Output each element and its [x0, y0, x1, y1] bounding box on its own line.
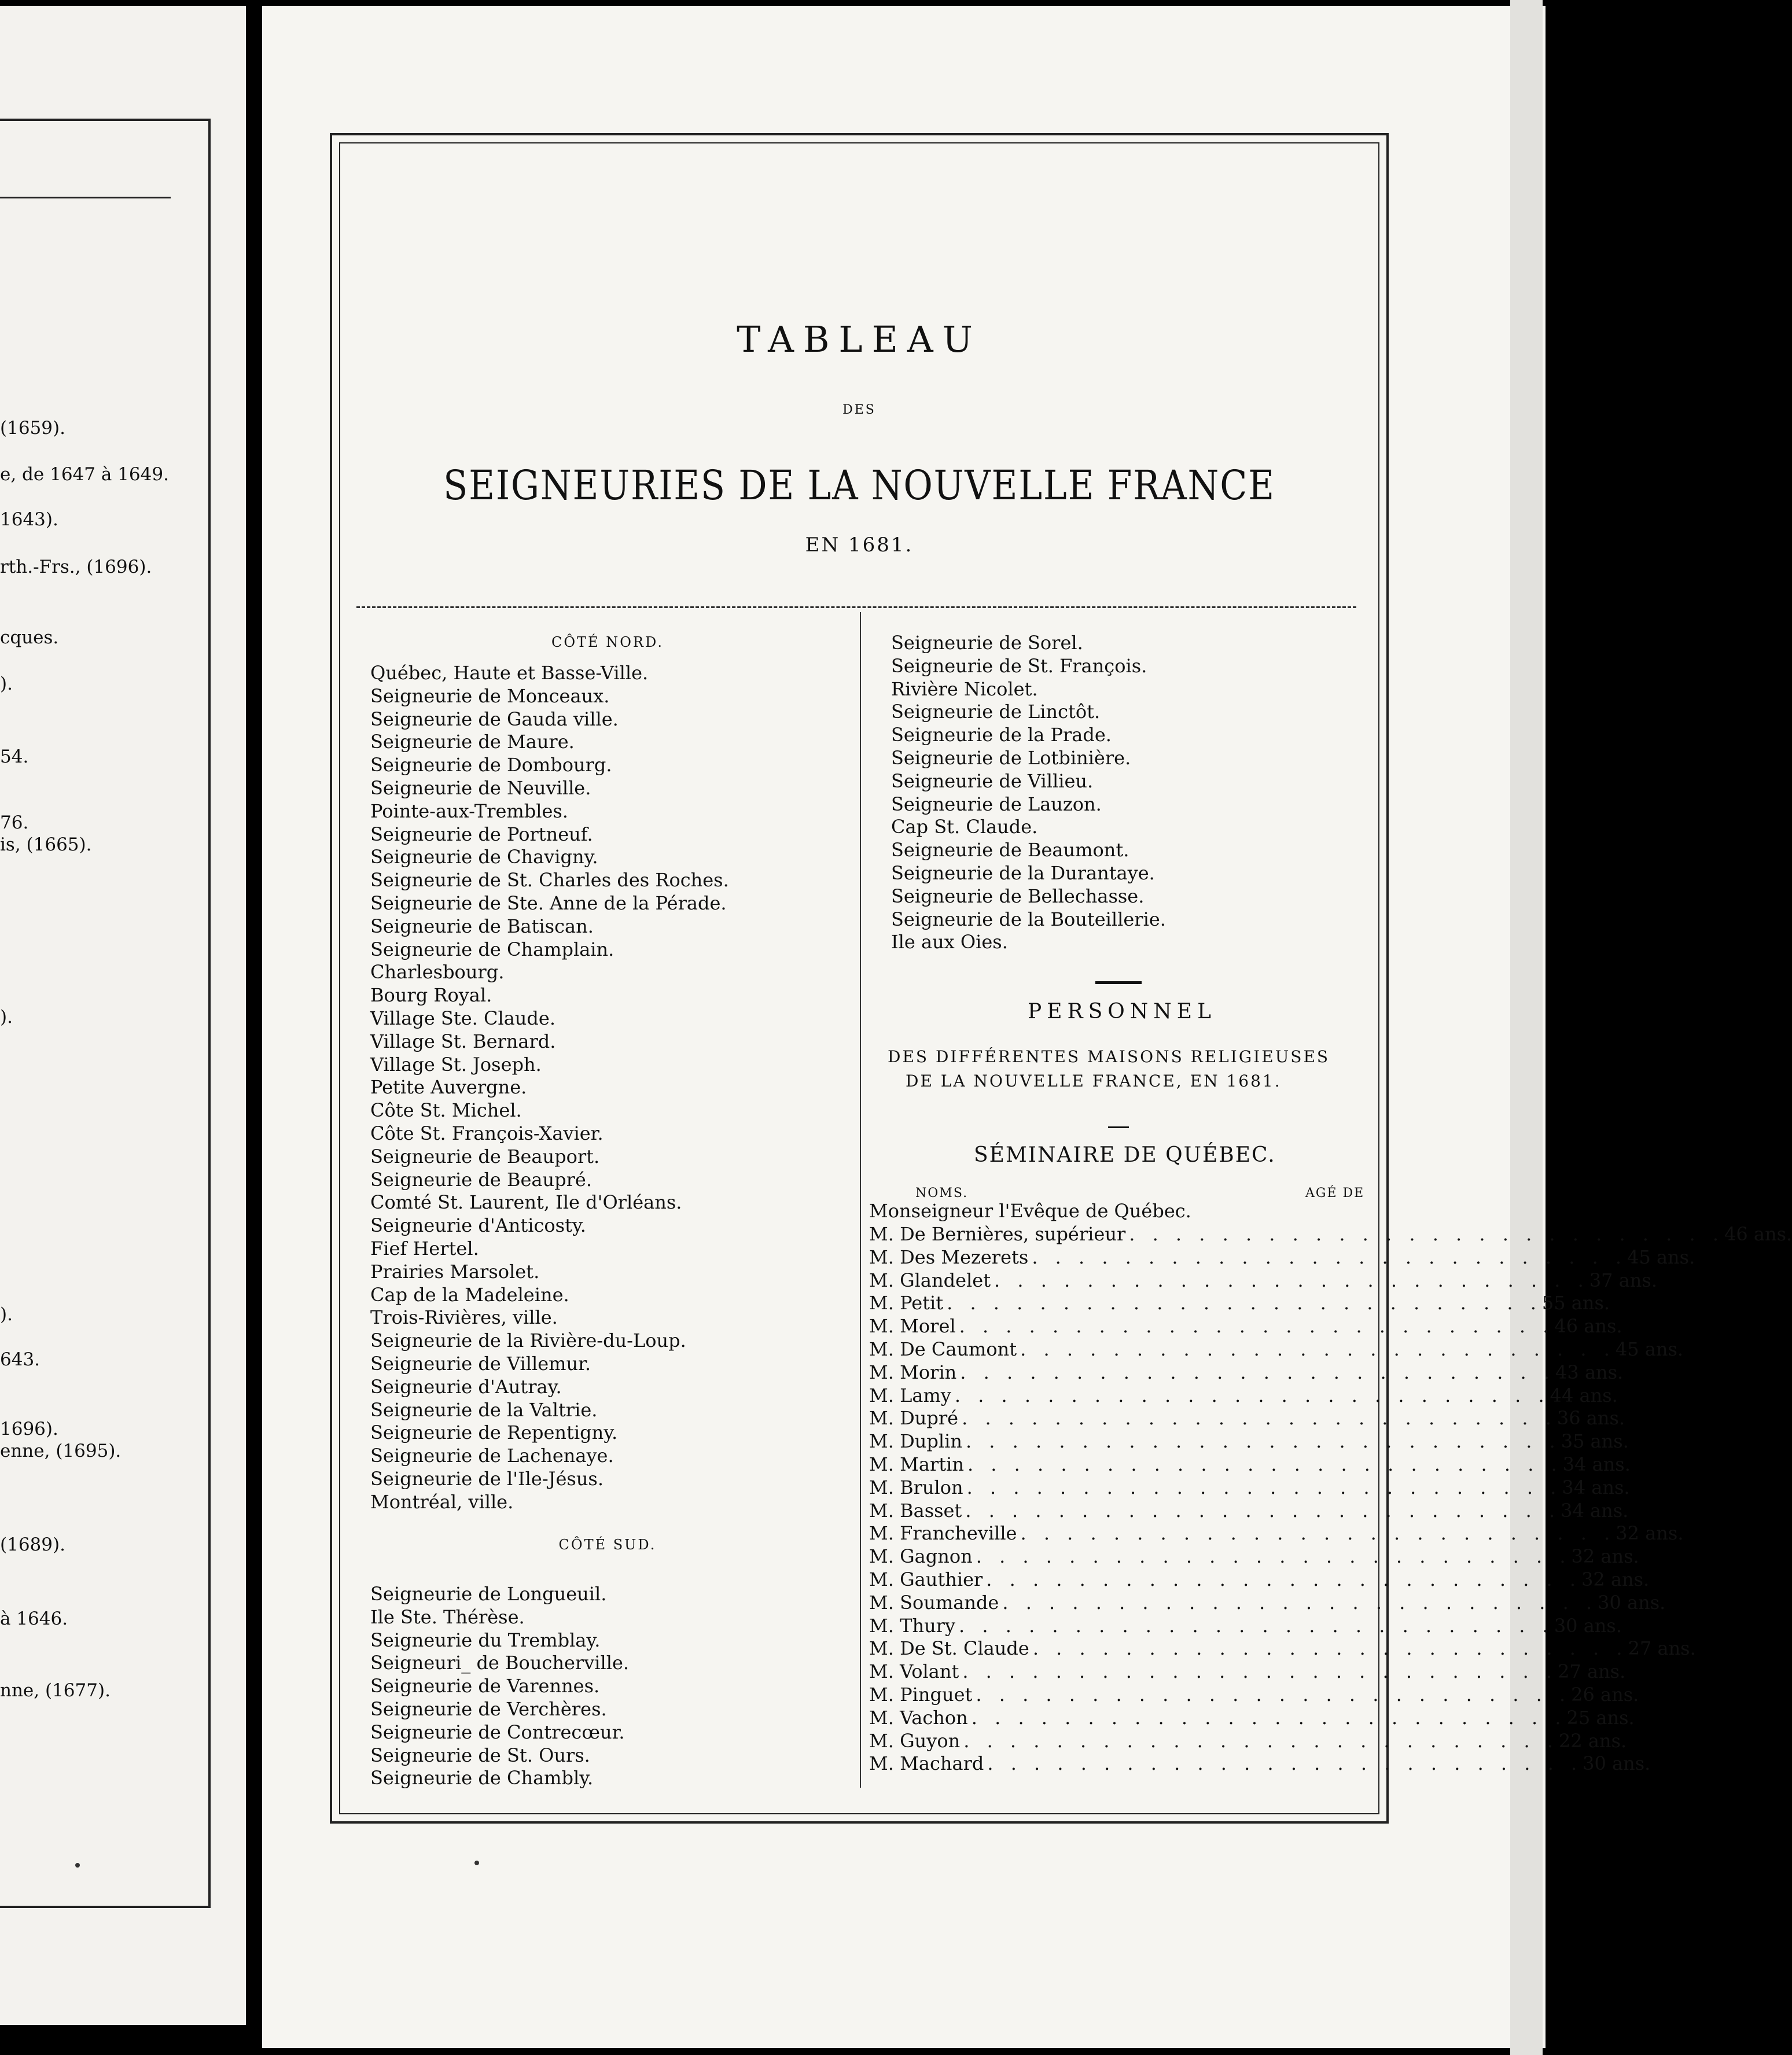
- member-age: 32 ans.: [1616, 1522, 1684, 1545]
- member-age: 45 ans.: [1615, 1338, 1684, 1360]
- title-des: DES: [842, 403, 876, 417]
- member-name: M. Morel: [869, 1315, 956, 1338]
- member-name: M. Lamy: [869, 1384, 951, 1406]
- list-item: Village Ste. Claude.: [370, 1007, 555, 1029]
- cote-sud-list: [370, 1583, 845, 1790]
- column-header-names: NOMS.: [915, 1186, 969, 1200]
- list-item: Seigneurie de Batiscan.: [370, 915, 594, 937]
- leader-dots: . . . . . . . . . . . . . . . . . . . . . . . . . .: [963, 1729, 1559, 1752]
- list-item: Québec, Haute et Basse-Ville.: [370, 662, 649, 684]
- list-item: Seigneurie de Villieu.: [891, 769, 1094, 792]
- left-page-fragment: 76.: [0, 812, 29, 833]
- list-item: Seigneurie de la Rivière-du-Loup.: [370, 1330, 686, 1352]
- left-page-fragment: e, de 1647 à 1649.: [0, 464, 169, 485]
- cote-nord-heading: CÔTÉ NORD.: [551, 634, 664, 650]
- member-age: 45 ans.: [1627, 1246, 1695, 1268]
- table-row: [869, 1476, 1630, 1500]
- member-name: M. Vachon: [869, 1706, 968, 1729]
- cote-nord-list: [370, 662, 845, 1513]
- member-age: 46 ans.: [1724, 1223, 1792, 1245]
- member-age: 55 ans.: [1541, 1292, 1610, 1314]
- table-row: [869, 1729, 1627, 1753]
- list-item: Seigneurie de Verchères.: [370, 1697, 607, 1720]
- list-item: Côte St. François-Xavier.: [370, 1122, 604, 1144]
- list-item: Cap St. Claude.: [891, 816, 1038, 838]
- member-age: 27 ans.: [1628, 1637, 1696, 1660]
- member-name: M. Morin: [869, 1361, 957, 1383]
- list-item: Seigneurie de Longueuil.: [370, 1583, 607, 1605]
- speck: [75, 1863, 80, 1868]
- list-item: Seigneurie de Beaumont.: [891, 839, 1129, 861]
- page-title: TABLEAU: [737, 318, 982, 360]
- member-name: M. Martin: [869, 1453, 964, 1475]
- leader-dots: . . . . . . . . . . . . . . . . . . . . . . . . . .: [1002, 1591, 1598, 1614]
- member-name: M. Glandelet: [869, 1269, 991, 1291]
- member-name: M. Pinguet: [869, 1684, 973, 1706]
- list-item: Seigneurie de Repentigny.: [370, 1421, 618, 1444]
- left-page-fragment: rth.-Frs., (1696).: [0, 557, 152, 577]
- table-row: [869, 1499, 1629, 1523]
- member-name: M. Francheville: [869, 1522, 1017, 1545]
- member-name: M. Thury: [869, 1614, 956, 1637]
- list-item: Fief Hertel.: [370, 1237, 479, 1259]
- table-row: [869, 1522, 1684, 1545]
- member-name: M. Gauthier: [869, 1568, 983, 1590]
- list-item: Seigneurie de St. Ours.: [370, 1744, 590, 1766]
- cote-sud-continued: [891, 632, 1366, 954]
- leader-dots: . . . . . . . . . . . . . . . . . . . . . . . . . .: [987, 1752, 1583, 1775]
- member-age: 22 ans.: [1559, 1729, 1627, 1752]
- leader-dots: . . . . . . . . . . . . . . . . . . . . . . . . . .: [965, 1430, 1561, 1453]
- table-row: [869, 1545, 1639, 1568]
- table-row: [869, 1430, 1629, 1453]
- left-page-fragment: nne, (1677).: [0, 1680, 111, 1701]
- list-item: Seigneurie de Chambly.: [370, 1767, 594, 1789]
- speck: [474, 1861, 479, 1865]
- member-name: M. Gagnon: [869, 1545, 973, 1568]
- personnel-title: PERSONNEL: [1028, 1000, 1216, 1023]
- list-item: Petite Auvergne.: [370, 1076, 527, 1099]
- list-item: Seigneurie de Beaupré.: [370, 1168, 592, 1191]
- table-row: [869, 1361, 1624, 1384]
- member-name: M. Soumande: [869, 1591, 999, 1614]
- leader-dots: . . . . . . . . . . . . . . . . . . . . . . . . . .: [966, 1476, 1562, 1498]
- list-item: Village St. Bernard.: [370, 1030, 556, 1052]
- left-page-fragment: 1696).: [0, 1419, 58, 1439]
- member-name: M. De St. Claude: [869, 1637, 1029, 1660]
- list-item: Seigneurie de Linctôt.: [891, 701, 1101, 723]
- list-item: Montréal, ville.: [370, 1490, 514, 1513]
- table-row: [869, 1223, 1792, 1246]
- list-item: Ile aux Oies.: [891, 931, 1008, 953]
- leader-dots: . . . . . . . . . . . . . . . . . . . . . . . . . .: [1020, 1522, 1616, 1545]
- cote-sud-heading: CÔTÉ SUD.: [558, 1537, 657, 1553]
- left-page-fragment: (1689).: [0, 1534, 65, 1555]
- table-row: [869, 1660, 1626, 1684]
- member-age: 34 ans.: [1561, 1499, 1629, 1522]
- member-age: 30 ans.: [1583, 1752, 1651, 1775]
- seminaire-heading: SÉMINAIRE DE QUÉBEC.: [974, 1143, 1276, 1167]
- member-name: M. De Bernières, supérieur: [869, 1223, 1126, 1245]
- list-item: Comté St. Laurent, Ile d'Orléans.: [370, 1191, 682, 1214]
- list-item: Prairies Marsolet.: [370, 1260, 540, 1283]
- left-page-fragment: cques.: [0, 627, 59, 648]
- member-age: 27 ans.: [1558, 1660, 1626, 1683]
- table-row: [869, 1246, 1695, 1269]
- leader-dots: . . . . . . . . . . . . . . . . . . . . . . . . . .: [967, 1453, 1563, 1475]
- member-age: 25 ans.: [1566, 1706, 1635, 1729]
- leader-dots: . . . . . . . . . . . . . . . . . . . . . . . . . .: [1020, 1338, 1616, 1360]
- left-page-fragment: enne, (1695).: [0, 1441, 122, 1461]
- leader-dots: . . . . . . . . . . . . . . . . . . . . . . . . . .: [1032, 1246, 1628, 1268]
- list-item: Seigneurie de Portneuf.: [370, 823, 593, 845]
- list-item: Seigneurie d'Autray.: [370, 1375, 562, 1398]
- list-item: Seigneurie de Sorel.: [891, 632, 1083, 654]
- left-page-fragment: 643.: [0, 1349, 41, 1370]
- list-item: Seigneurie de Lauzon.: [891, 793, 1102, 815]
- personnel-subtitle-2: DE LA NOUVELLE FRANCE, EN 1681.: [906, 1071, 1282, 1091]
- page-subtitle: SEIGNEURIES DE LA NOUVELLE FRANCE: [443, 462, 1275, 509]
- list-item: Seigneurie de la Durantaye.: [891, 861, 1155, 884]
- member-name: M. Duplin: [869, 1430, 962, 1453]
- table-row: [869, 1568, 1650, 1592]
- left-page-fragment: ).: [0, 1304, 13, 1325]
- column-divider: [860, 612, 861, 1788]
- left-page-fragment: (1659).: [0, 418, 65, 439]
- leader-dots: . . . . . . . . . . . . . . . . . . . . . . . . . .: [962, 1660, 1558, 1683]
- member-name: M. De Caumont: [869, 1338, 1017, 1360]
- leader-dots: . . . . . . . . . . . . . . . . . . . . . . . . . .: [965, 1499, 1561, 1522]
- member-name: M. Volant: [869, 1660, 959, 1683]
- list-item: Ile Ste. Thérèse.: [370, 1605, 525, 1628]
- list-item: Seigneurie de Lotbinière.: [891, 746, 1131, 769]
- list-item: Seigneurie de Bellechasse.: [891, 885, 1145, 907]
- member-name: M. Des Mezerets: [869, 1246, 1029, 1268]
- section-dash: [1095, 981, 1142, 984]
- leader-dots: . . . . . . . . . . . . . . . . . . . . . . . . . .: [976, 1684, 1572, 1706]
- member-name: M. Guyon: [869, 1729, 961, 1752]
- list-item: Seigneurie de St. Charles des Roches.: [370, 869, 729, 892]
- member-name: M. Petit: [869, 1292, 944, 1314]
- table-row: [869, 1407, 1625, 1430]
- table-row: [869, 1292, 1610, 1315]
- table-row: [869, 1591, 1666, 1615]
- member-age: 35 ans.: [1561, 1430, 1629, 1453]
- list-item: Seigneurie de l'Ile-Jésus.: [370, 1467, 604, 1490]
- leader-dots: . . . . . . . . . . . . . . . . . . . . . . . . . .: [947, 1292, 1542, 1314]
- cote-sud-continued-list: [891, 632, 1366, 954]
- list-item: Seigneurie du Tremblay.: [370, 1629, 601, 1651]
- list-item: Seigneurie de la Bouteillerie.: [891, 908, 1166, 930]
- member-name: M. Brulon: [869, 1476, 963, 1498]
- list-item: Rivière Nicolet.: [891, 677, 1038, 700]
- leader-dots: . . . . . . . . . . . . . . . . . . . . . . . . . .: [1032, 1637, 1628, 1660]
- list-item: Seigneurie de la Prade.: [891, 724, 1112, 746]
- member-age: 32 ans.: [1581, 1568, 1650, 1590]
- table-row: [869, 1269, 1657, 1292]
- left-page-fragment: is, (1665).: [0, 834, 92, 855]
- book-gutter: [246, 0, 262, 2055]
- table-row: [869, 1684, 1639, 1707]
- bishop-line: Monseigneur l'Evêque de Québec.: [869, 1200, 1191, 1222]
- list-item: Seigneurie de Dombourg.: [370, 754, 612, 776]
- member-age: 46 ans.: [1554, 1315, 1622, 1338]
- list-item: Bourg Royal.: [370, 984, 492, 1007]
- table-row: [869, 1637, 1696, 1660]
- list-item: Côte St. Michel.: [370, 1099, 522, 1122]
- list-item: Seigneurie de la Valtrie.: [370, 1398, 598, 1421]
- list-item: Seigneurie de Contrecœur.: [370, 1721, 625, 1743]
- leader-dots: . . . . . . . . . . . . . . . . . . . . . . . . . .: [960, 1361, 1556, 1383]
- year-line: EN 1681.: [805, 533, 914, 557]
- column-header-age: AGÉ DE: [1305, 1186, 1365, 1200]
- leader-dots: . . . . . . . . . . . . . . . . . . . . . . . . . .: [971, 1706, 1567, 1729]
- list-item: Seigneurie de Champlain.: [370, 938, 614, 960]
- list-item: Seigneurie de Villemur.: [370, 1352, 591, 1375]
- left-page-frame: [0, 119, 211, 1908]
- list-item: Seigneurie de Varennes.: [370, 1675, 600, 1697]
- leader-dots: . . . . . . . . . . . . . . . . . . . . . . . . . .: [954, 1384, 1550, 1406]
- member-age: 30 ans.: [1598, 1591, 1666, 1614]
- member-name: M. Machard: [869, 1752, 984, 1775]
- member-age: 44 ans.: [1550, 1384, 1618, 1406]
- member-age: 26 ans.: [1571, 1684, 1639, 1706]
- left-page-fragment: ).: [0, 1007, 13, 1028]
- list-item: Village St. Joseph.: [370, 1053, 542, 1076]
- leader-dots: . . . . . . . . . . . . . . . . . . . . . . . . . .: [994, 1269, 1589, 1291]
- list-item: Charlesbourg.: [370, 961, 505, 984]
- section-dash-small: [1108, 1126, 1129, 1128]
- table-row: [869, 1453, 1631, 1476]
- member-name: M. Dupré: [869, 1407, 959, 1430]
- member-age: 30 ans.: [1554, 1614, 1622, 1637]
- table-row: [869, 1614, 1622, 1638]
- cote-sud-section: [370, 1537, 845, 1790]
- member-age: 34 ans.: [1562, 1453, 1631, 1475]
- member-age: 37 ans.: [1589, 1269, 1657, 1291]
- header-rule: [356, 606, 1356, 608]
- list-item: Seigneurie de Beauport.: [370, 1145, 600, 1168]
- left-page-fragment: 54.: [0, 746, 29, 767]
- left-page-fragment: ).: [0, 673, 13, 694]
- list-item: Seigneurie de Chavigny.: [370, 846, 598, 868]
- list-item: Trois-Rivières, ville.: [370, 1306, 558, 1329]
- list-item: Seigneurie de Lachenaye.: [370, 1445, 614, 1467]
- list-item: Seigneurie de Ste. Anne de la Pérade.: [370, 892, 727, 914]
- cote-nord-section: [370, 634, 845, 1513]
- list-item: Pointe-aux-Trembles.: [370, 800, 568, 822]
- leader-dots: . . . . . . . . . . . . . . . . . . . . . . . . . .: [1129, 1223, 1724, 1245]
- leader-dots: . . . . . . . . . . . . . . . . . . . . . . . . . .: [959, 1614, 1554, 1637]
- member-name: M. Basset: [869, 1499, 962, 1522]
- member-age: 34 ans.: [1562, 1476, 1630, 1498]
- leader-dots: . . . . . . . . . . . . . . . . . . . . . . . . . .: [976, 1545, 1572, 1568]
- list-item: Seigneuri_ de Boucherville.: [370, 1652, 630, 1674]
- member-age: 32 ans.: [1571, 1545, 1639, 1568]
- list-item: Seigneurie de St. François.: [891, 654, 1147, 677]
- list-item: Seigneurie de Maure.: [370, 731, 575, 753]
- leader-dots: . . . . . . . . . . . . . . . . . . . . . . . . . .: [962, 1407, 1557, 1430]
- personnel-subtitle-1: DES DIFFÉRENTES MAISONS RELIGIEUSES: [888, 1047, 1330, 1066]
- table-row: [869, 1338, 1684, 1361]
- left-page-fragment: 1643).: [0, 509, 58, 530]
- left-page-rule: [0, 197, 171, 198]
- list-item: Seigneurie de Monceaux.: [370, 684, 610, 707]
- list-item: Cap de la Madeleine.: [370, 1283, 569, 1306]
- list-item: Seigneurie de Neuville.: [370, 776, 591, 799]
- left-page: [0, 6, 246, 2025]
- list-item: Seigneurie d'Anticosty.: [370, 1214, 586, 1237]
- member-age: 43 ans.: [1555, 1361, 1624, 1383]
- list-item: Seigneurie de Gauda ville.: [370, 708, 619, 730]
- left-page-fragment: à 1646.: [0, 1608, 68, 1629]
- table-row: [869, 1752, 1651, 1776]
- table-row: [869, 1706, 1635, 1730]
- member-age: 36 ans.: [1556, 1407, 1625, 1430]
- table-row: [869, 1315, 1622, 1338]
- leader-dots: . . . . . . . . . . . . . . . . . . . . . . . . . .: [986, 1568, 1582, 1590]
- table-row: [869, 1384, 1618, 1408]
- leader-dots: . . . . . . . . . . . . . . . . . . . . . . . . . .: [959, 1315, 1555, 1338]
